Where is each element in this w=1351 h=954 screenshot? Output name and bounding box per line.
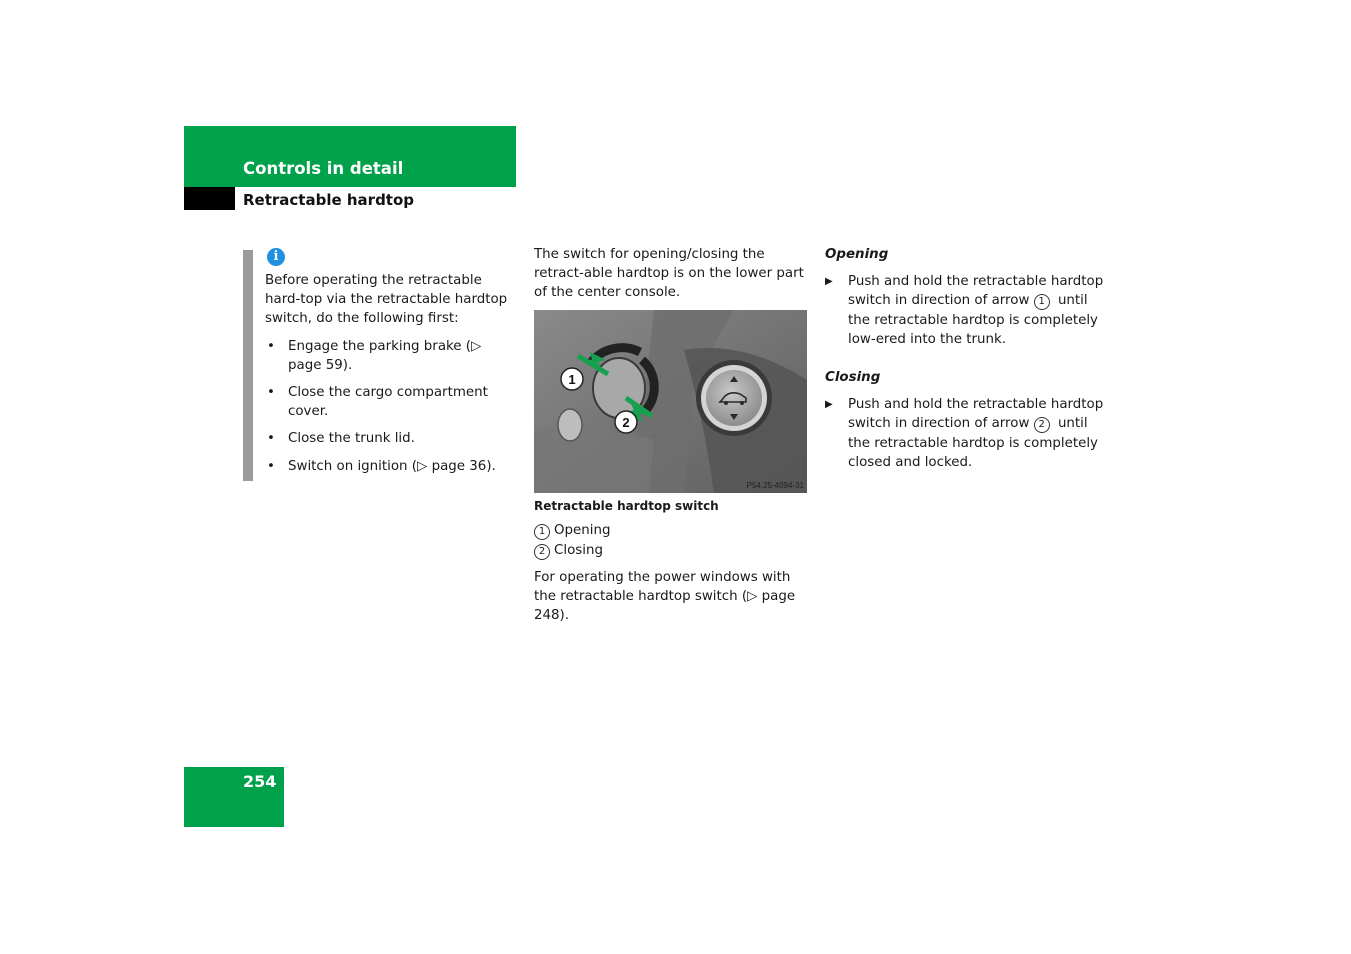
info-box-bar	[243, 250, 253, 481]
page-number: 254	[243, 772, 277, 791]
list-item: • Close the cargo compartment cover.	[267, 385, 488, 420]
list-item: • Switch on ignition (▷ page 36).	[265, 457, 517, 476]
number-circle: 1	[1034, 294, 1050, 310]
info-box	[265, 271, 517, 484]
right-column	[825, 245, 1105, 472]
closing-heading: Closing	[825, 370, 881, 386]
callout-1: 1	[568, 372, 576, 387]
info-intro: Before operating the retractable hard-top via the retractable hardtop switch, do the following first:	[265, 273, 508, 327]
bullet-icon: •	[267, 458, 275, 474]
step-arrow-icon: ▶	[825, 276, 833, 288]
bullet-icon: •	[267, 431, 275, 447]
opening-heading: Opening	[825, 247, 889, 262]
figure-caption: Retractable hardtop switch	[534, 499, 719, 513]
subsection-title: Retractable hardtop	[243, 191, 415, 209]
callout-2: 2	[622, 415, 630, 430]
legend-item: 1 Opening	[534, 521, 610, 541]
section-title: Controls in detail	[243, 159, 404, 178]
number-circle: 1	[534, 524, 550, 540]
figure-legend	[534, 521, 610, 561]
hardtop-switch-photo	[534, 310, 807, 493]
power-windows-note: For operating the power windows with the retractable hardtop switch (▷ page 248).	[534, 570, 796, 624]
closing-step: ▶ Push and hold the retractable hardtop switch in direction of arrow 2 until the retractable hardtop is completely closed and locked.	[825, 397, 1104, 470]
bullet-icon: •	[267, 385, 275, 401]
middle-intro: The switch for opening/closing the retract-able hardtop is on the lower part of the center console.	[534, 247, 804, 301]
opening-step: ▶ Push and hold the retractable hardtop switch in direction of arrow 1 until the retractable hardtop is completely low-ered into the trunk.	[825, 274, 1104, 347]
header-marker	[184, 187, 235, 210]
number-circle: 2	[534, 544, 550, 560]
legend-item: 2 Closing	[534, 541, 610, 561]
list-item: • Close the trunk lid.	[265, 429, 517, 448]
bullet-icon: •	[267, 338, 275, 354]
figure-code: P54.25-4094-31	[746, 481, 804, 490]
info-icon: i	[267, 248, 285, 266]
step-arrow-icon: ▶	[825, 399, 833, 411]
list-item: • Engage the parking brake (▷ page 59).	[267, 338, 482, 373]
number-circle: 2	[1034, 417, 1050, 433]
info-list	[265, 337, 517, 476]
